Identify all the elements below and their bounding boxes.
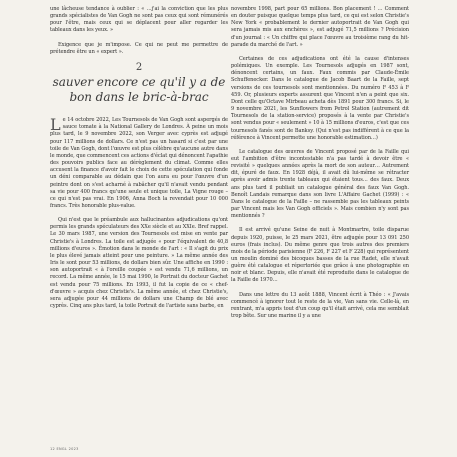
page-footer: 12 ENGL 2023 <box>50 447 79 451</box>
body-paragraph <box>50 117 228 210</box>
body-paragraph: Qui n'est que le préambule aux hallucinantes adjudications qu'ont permis les grands spéculateurs des XXe siècle et au XXIe. Bref rappel. Le 30 mars 1987, une version des Tournesols est mise en vente par Christie's à Londres. La toile est adjugée « pour l'équivalent de 40,8 millions d'euros ». Émotion dans le monde de l'art : « Il s'agit du prix le plus élevé jamais atteint pour une peinture. » La même année des Iris le sont pour 53 millions, de dollars bien sûr. Une affiche en 1990 : son autoportrait « à l'oreille coupée » est vendu 71,6 millions, un record. La même année, le 15 mai 1990, le Portrait du docteur Gachet est vendu pour 75 millions. En 1993, il fut la copie de ce « chef-d'œuvre » acquis chez Christie's. La même année, et chez Christie's, sera adjugée pour 44 millions de dollars une Champ de blé avec cyprès. Cinq ans plus tard, la toile Portrait de l'artiste sans barbe, en <box>50 217 228 309</box>
body-paragraph: Le catalogue des œuvres de Vincent proposé par de la Faille qui eut l'ambition d'être incontestable n'a pas tardé à devoir être « revisité » quelques années après la mort de son auteur… Autrement dit, épuré de faux. En 1928 déjà, il avait dû lui-même se rétracter après avoir admis trente tableaux qui étaient tous… des faux. Deux ans plus tard il publiait un catalogue général des faux Van Gogh. Benoît Landais remarque dans son livre L'Affaire Gachet (1999) : « Dans le catalogue de la Faille – ne rassemble pas les tableaux peints par Vincent mais les Van Gogh officiels ». Mais combien n'y sont pas mentionnés ? <box>231 148 409 220</box>
body-paragraph: Il est arrivé qu'une Seine de nuit à Montmartre, toile disparue depuis 1920, puisse, le 25 mars 2021, être adjugée pour 13 091 250 euros (frais inclus). Du même genre que trois autres des premiers mois de la période parisienne (F 226, F 227 et F 228) qui représentent un moulin dominé des bicoques basses de la rue Radet, elle n'avait guère été catalogue et répertoriée que grâce à une photographie en noir et blanc. Depuis, elle n'avait été reproduite dans le catalogue de la Faille de 1970… <box>231 227 409 284</box>
intro-paragraph: une lâcheuse tendance à oublier : « …j'ai la conviction que les plus grands spécialistes de Van Gogh ne sont pas ceux qui sont rémunérés pour l'être, mais ceux qui se déplacent pour aller regarder les tableaux dans les yeux. » <box>50 6 228 34</box>
body-paragraph: Dans une lettre du 13 août 1888, Vincent écrit à Théo : « J'avais commencé à ignorer tout le reste de la vie, Van sans vie. Celle-là, en rentrant, m'a appris tout d'un coup qu'il était arrivé, cela me semblait trop bête. Sur une marine il y a une <box>231 291 409 320</box>
body-paragraph: Certaines de ces adjudications ont été la cause d'intenses polémiques. Un exemple. Les Tournesols adjugés en 1987 sont, dénoncent certains, un faux. Faux commis par Claude-Émile Schuffenecker. Dans le catalogue de Jacob Baart de la Faille, sept versions de ces tournesols sont mentionnées. Du numéro F 453 à F 459. Or, plusieurs experts assurent que Vincent n'en a peint que six. Dont celle qu'Octave Mirbeau acheta dès 1891 pour 300 francs. Si, le 9 novembre 2021, les Sunflowers from Petrol Station (autrement dit Tournesols de la station-service) proposés à la vente par Christie's sont vendus pour « seulement » 10 à 15 millions d'euros, c'est que ces tournesols fanés sont de Banksy. (Qui n'est pas indifférent à ce que la référence à Vincent permette une honorable estimation…) <box>231 55 409 141</box>
section-number: 2 <box>135 61 143 73</box>
left-column <box>50 6 228 317</box>
body-paragraph: novembre 1998, part pour 65 millions. Bon placement ! … Comment en douter puisque quelque temps plus tard, ce qui est selon Christie's New York « probablement le dernier autoportrait de Van Gogh qui sera jamais mis aux enchères », est adjugé 71,5 millions ? Précision d'un journal : « Un chiffre qui place l'œuvre au troisième rang du hit-parade du marché de l'art. » <box>231 6 409 48</box>
section-title: sauver encore ce qu'il y a de bon dans le bric-à-brac <box>52 75 226 105</box>
drop-cap: L <box>50 115 61 135</box>
intro-paragraph-2: Exigence que je m'impose. Ce qui ne peut me permettre de prétendre être un « expert ». <box>50 41 228 55</box>
right-column <box>231 6 409 327</box>
body-paragraph-text: e 14 octobre 2022, Les Tournesols de Van Gogh sont aspergés de sauce tomate à la National Gallery de Londres. À peine un mois plus tard, le 9 novembre 2022, son Verger avec cyprès est adjugé pour 117 millions de dollars. Ce n'est pas un hasard si c'est par une toile de Van Gogh, dont l'œuvre est plus célèbre qu'aucune autre dans le monde, que commencent ces actions d'éclat qui dénoncent l'apathie des pouvoirs publics face au dérèglement du climat. Comme elles accusent la finance d'avoir fait le choix de cette spéculation qui fonde un déni comparable au dédain que l'on aura eu pour l'œuvre d'un peintre dont on s'est acharné à rabâcher qu'il n'avait vendu pendant sa vie pour 400 francs qu'une seule et unique toile, La Vigne rouge – ce qui n'est pas vrai. En 1906, Anna Boch la revendait pour 10 000 francs. Très honorable plus-value. <box>50 117 228 209</box>
